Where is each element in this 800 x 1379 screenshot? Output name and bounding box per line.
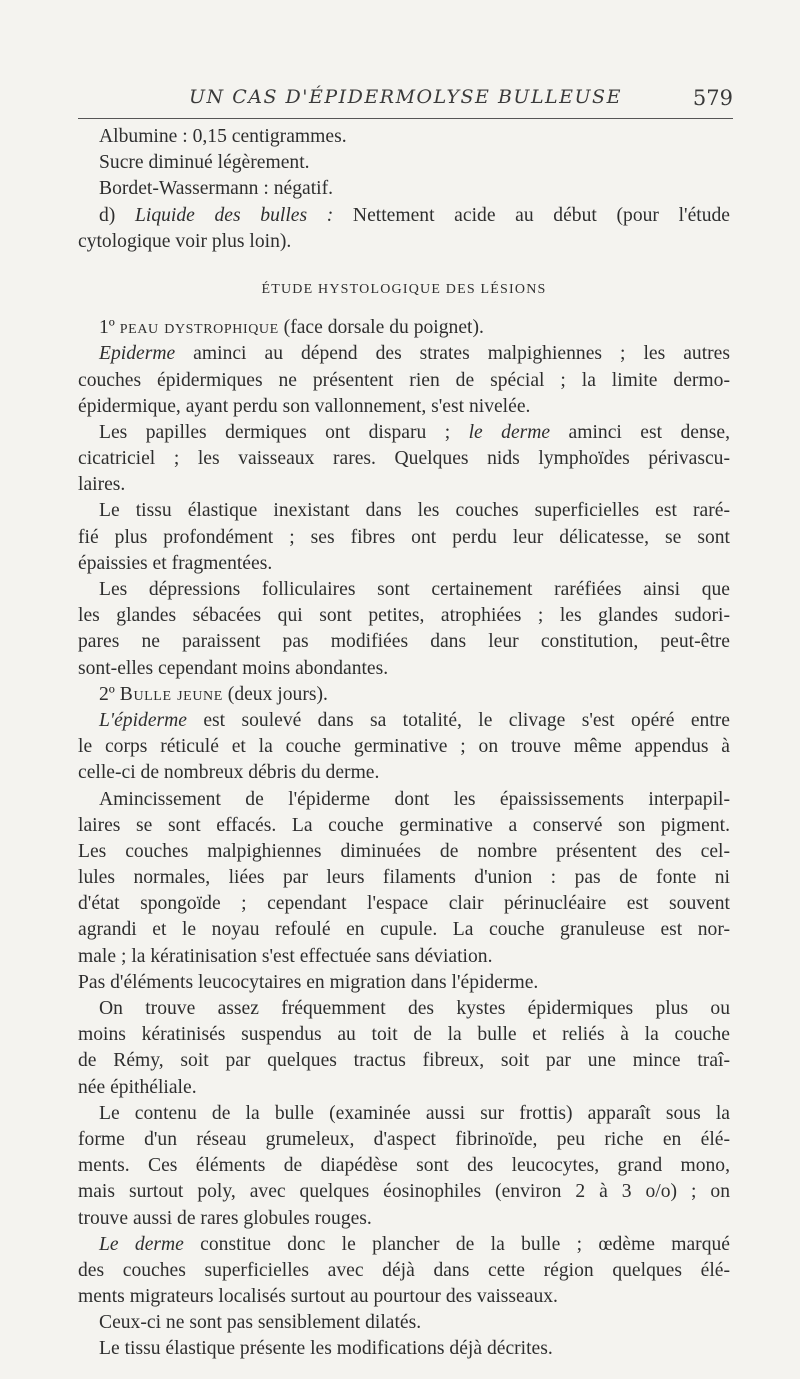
lines-group xyxy=(78,1258,730,1363)
text-line: des couches superficielles avec déjà dans cette région quelques élé- xyxy=(78,1259,730,1281)
italic-term: L'épiderme xyxy=(99,709,187,731)
line-rest: aminci au dépend des strates malpighiennes ; les autres xyxy=(175,343,730,365)
text-line: male ; la kératinisation s'est effectuée sans déviation. xyxy=(78,945,493,967)
lines-group xyxy=(78,368,730,420)
running-title: UN CAS D'ÉPIDERMOLYSE BULLEUSE xyxy=(189,86,622,108)
text-line: Bordet-Wassermann : négatif. xyxy=(99,178,334,200)
italic-term: Le derme xyxy=(99,1233,184,1255)
page-header xyxy=(78,86,733,116)
lines-group xyxy=(78,734,730,1232)
text-line: d'état spongoïde ; cependant l'espace clair périnucléaire est souvent xyxy=(78,893,730,915)
text-line: épidermique, ayant perdu son vallonnement, s'est nivelée. xyxy=(78,395,531,417)
text-line xyxy=(78,708,730,734)
line-rest: aminci est dense, xyxy=(550,421,730,443)
text-line: Pas d'éléments leucocytaires en migration dans l'épiderme. xyxy=(78,971,539,993)
line-prefix: d) xyxy=(99,204,135,226)
line-rest: constitue donc le plancher de la bulle ; œdème marqué xyxy=(183,1233,730,1255)
italic-term: Epiderme xyxy=(99,343,176,365)
text-line: ments migrateurs localisés surtout au pourtour des vaisseaux. xyxy=(78,1286,558,1308)
text-line: Sucre diminué légèrement. xyxy=(99,152,310,174)
subsection-label: Bulle jeune xyxy=(119,683,223,705)
text-line: trouve aussi de rares globules rouges. xyxy=(78,1207,372,1229)
text-line: les glandes sébacées qui sont petites, atrophiées ; les glandes sudori- xyxy=(78,605,730,627)
text-line: Ceux-ci ne sont pas sensiblement dilatés. xyxy=(99,1312,422,1334)
text-line: le corps réticulé et la couche germinative ; on trouve même appendus à xyxy=(78,736,730,758)
subsection-label: peau dystrophique xyxy=(119,317,279,339)
text-line: celle-ci de nombreux débris du derme. xyxy=(78,762,380,784)
subsection-number: 1º xyxy=(99,317,120,339)
page-number: 579 xyxy=(692,86,733,110)
line-prefix: Les papilles dermiques ont disparu ; xyxy=(99,421,469,443)
header-rule xyxy=(78,118,733,119)
italic-term: Liquide des bulles : xyxy=(134,204,334,226)
lines-group xyxy=(78,124,730,203)
subsection-heading xyxy=(78,315,730,341)
text-line: de Rémy, soit par quelques tractus fibreux, soit par une mince traî- xyxy=(78,1050,730,1072)
lines-group xyxy=(78,446,730,682)
text-line: laires. xyxy=(78,474,126,496)
text-line: Le tissu élastique inexistant dans les couches superficielles est raré- xyxy=(99,500,730,522)
text-line: lules normales, liées par leurs filaments d'union : pas de fonte ni xyxy=(78,867,730,889)
text-line xyxy=(78,1232,730,1258)
text-line xyxy=(78,341,730,367)
text-line xyxy=(78,203,730,229)
italic-term: le derme xyxy=(468,421,551,443)
text-line: Les dépressions folliculaires sont certainement raréfiées ainsi que xyxy=(99,579,730,600)
text-line: On trouve assez fréquemment des kystes épidermiques plus ou xyxy=(99,998,730,1019)
text-line: fié plus profondément ; ses fibres ont perdu leur délicatesse, se sont xyxy=(78,526,730,548)
subsection-number: 2º xyxy=(99,683,120,705)
text-line: agrandi et le noyau refoulé en cupule. La couche granuleuse est nor- xyxy=(78,919,730,941)
text-line: Albumine : 0,15 centigrammes. xyxy=(99,126,347,147)
body-text xyxy=(78,124,730,1363)
text-line: Le contenu de la bulle (examinée aussi sur frottis) apparaît sous la xyxy=(99,1102,730,1124)
text-line: Le tissu élastique présente les modifications déjà décrites. xyxy=(99,1338,553,1360)
text-line: pares ne paraissent pas modifiées dans leur constitution, peut-être xyxy=(78,631,730,653)
text-line: ments. Ces éléments de diapédèse sont des leucocytes, grand mono, xyxy=(78,1155,730,1177)
text-line: couches épidermiques ne présentent rien de spécial ; la limite dermo- xyxy=(78,369,730,391)
text-line: forme d'un réseau grumeleux, d'aspect fibrinoïde, peu riche en élé- xyxy=(78,1128,730,1150)
text-line: mais surtout poly, avec quelques éosinophiles (environ 2 à 3 o/o) ; on xyxy=(78,1181,730,1203)
text-line: cytologique voir plus loin). xyxy=(78,230,292,252)
text-line xyxy=(78,420,730,446)
line-rest: (deux jours). xyxy=(222,683,328,705)
text-line: née épithéliale. xyxy=(78,1076,197,1098)
text-line: Les couches malpighiennes diminuées de nombre présentent des cel- xyxy=(78,840,730,862)
section-title: ÉTUDE HYSTOLOGIQUE DES LÉSIONS xyxy=(261,281,547,297)
line-rest: Nettement acide au début (pour l'étude xyxy=(333,204,730,226)
subsection-heading xyxy=(78,682,730,708)
text-line: laires se sont effacés. La couche germinative a conservé son pigment. xyxy=(78,814,730,836)
text-line: moins kératinisés suspendus au toit de la bulle et reliés à la couche xyxy=(78,1024,730,1046)
text-line: cicatriciel ; les vaisseaux rares. Quelques nids lymphoïdes périvascu- xyxy=(78,448,730,470)
text-line: Amincissement de l'épiderme dont les épaississements interpapil- xyxy=(99,788,730,810)
text-line: épaissies et fragmentées. xyxy=(78,552,273,574)
text-line: sont-elles cependant moins abondantes. xyxy=(78,657,389,679)
line-rest: (face dorsale du poignet). xyxy=(278,317,484,339)
line-rest: est soulevé dans sa totalité, le clivage s'est opéré entre xyxy=(187,709,730,731)
